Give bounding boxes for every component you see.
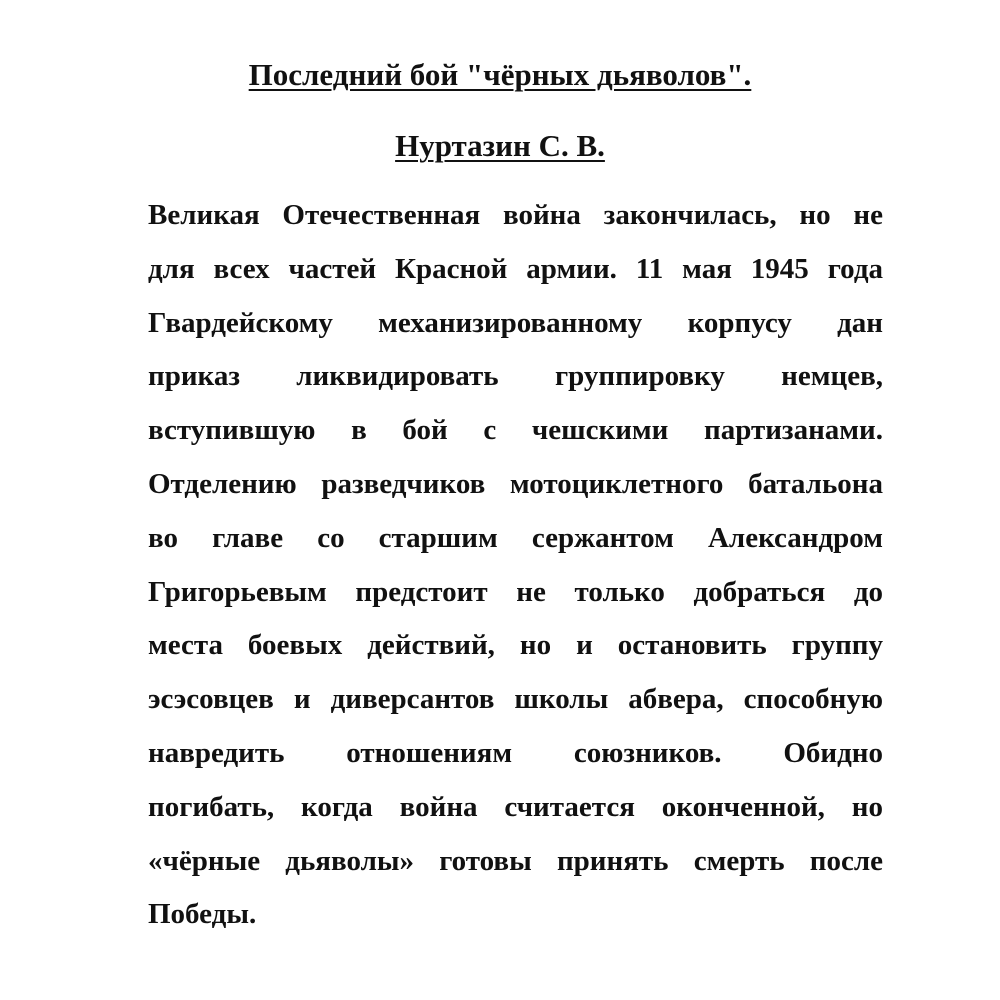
book-title-text: Последний бой "чёрных дьяволов". <box>248 57 752 92</box>
paragraph-line: навредить отношениям союзников. Обидно <box>148 736 883 769</box>
author-name-text: Нуртазин С. В. <box>395 128 605 163</box>
paragraph-line: во главе со старшим сержантом Александром <box>148 521 883 554</box>
paragraph-line: для всех частей Красной армии. 11 мая 1945 года <box>148 252 883 285</box>
paragraph-line: Григорьевым предстоит не только добраться до <box>148 575 883 608</box>
paragraph-line: приказ ликвидировать группировку немцев, <box>148 360 883 393</box>
author-name <box>0 126 1000 166</box>
paragraph-line: эсэсовцев и диверсантов школы абвера, способную <box>148 683 883 716</box>
paragraph-line: Гвардейскому механизированному корпусу дан <box>148 306 883 339</box>
paragraph-line: Отделению разведчиков мотоциклетного батальона <box>148 467 883 500</box>
paragraph-line: Победы. <box>148 898 257 931</box>
paragraph-line: «чёрные дьяволы» готовы принять смерть после <box>148 844 883 877</box>
synopsis-paragraph <box>148 189 883 942</box>
paragraph-line: Великая Отечественная война закончилась, но не <box>148 199 883 231</box>
paragraph-line: вступившую в бой с чешскими партизанами. <box>148 414 883 447</box>
paragraph-line: погибать, когда война считается оконченной, но <box>148 790 883 823</box>
book-title <box>0 55 1000 95</box>
paragraph-line: места боевых действий, но и остановить группу <box>148 629 883 662</box>
